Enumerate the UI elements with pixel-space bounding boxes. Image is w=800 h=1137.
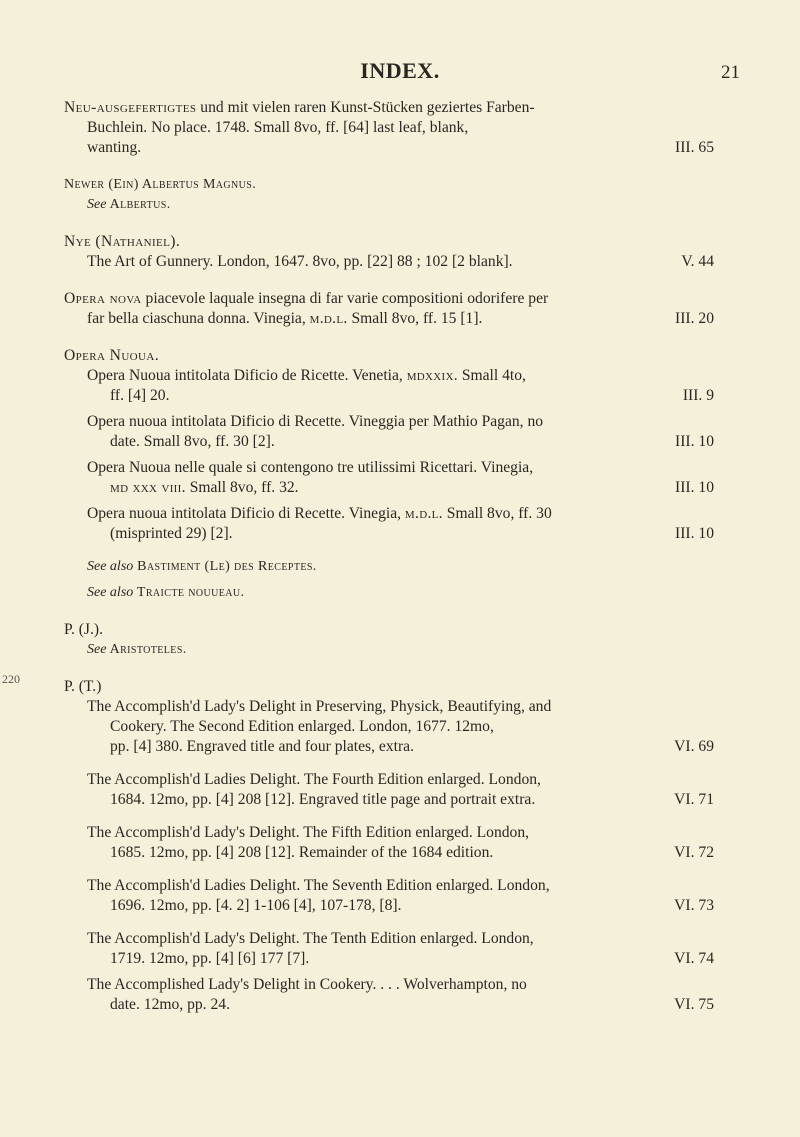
entry-heading: Newer (Ein) Albertus Magnus.	[64, 177, 257, 192]
entry-pj	[64, 620, 714, 660]
entry-heading: P. (J.).	[64, 621, 103, 638]
sub-entry: The Accomplish'd Lady's Delight in Preserving, Physick, Beautifying, and Cookery. The Second Edition enlarged. London, 1677. 12mo, pp. [4] 380. Engraved title and four plates, extra. VI. 69	[87, 698, 714, 755]
volume-reference: III. 10	[675, 525, 714, 542]
volume-reference: VI. 73	[674, 897, 714, 914]
cross-reference: See Albertus.	[87, 197, 171, 212]
entry-nye: Nye (Nathaniel). The Art of Gunnery. London, 1647. 8vo, pp. [22] 88 ; 102 [2 blank]. V. 44	[64, 233, 714, 270]
sub-entry: The Accomplish'd Ladies Delight. The Seventh Edition enlarged. London, 1696. 12mo, pp. [4. 2] 1-106 [4], 107-178, [8]. VI. 73	[87, 877, 714, 914]
volume-reference: III. 9	[682, 387, 714, 404]
cross-reference: See also Bastiment (Le) des Receptes.	[87, 559, 317, 574]
volume-reference: III. 65	[675, 139, 714, 156]
entry-pt	[64, 677, 714, 1015]
sub-entry: Opera nuoua intitolata Dificio di Recette. Vineggia per Mathio Pagan, no date. Small 8vo, ff. 30 [2]. III. 10	[87, 413, 714, 450]
sub-entry: The Accomplish'd Ladies Delight. The Fourth Edition enlarged. London, 1684. 12mo, pp. [4] 208 [12]. Engraved title page and portrait extra. VI. 71	[87, 771, 714, 808]
cross-reference: See Aristoteles.	[87, 642, 187, 657]
entry-heading: Opera nova	[64, 290, 142, 307]
sub-entry: The Accomplish'd Lady's Delight. The Fifth Edition enlarged. London, 1685. 12mo, pp. [4] 208 [12]. Remainder of the 1684 edition. VI. 72	[87, 824, 714, 861]
sub-entry: The Accomplish'd Lady's Delight. The Tenth Edition enlarged. London, 1719. 12mo, pp. [4] [6] 177 [7]. VI. 74	[87, 930, 714, 967]
sub-entry: Opera Nuoua intitolata Dificio de Ricette. Venetia, mdxxix. Small 4to, ff. [4] 20. III. 9	[87, 367, 714, 404]
volume-reference: VI. 75	[674, 996, 714, 1013]
volume-reference: III. 10	[675, 479, 714, 496]
volume-reference: VI. 71	[674, 791, 714, 808]
volume-reference: V. 44	[681, 253, 714, 270]
entry-heading: Opera Nuoua.	[64, 347, 160, 364]
page-number: 21	[721, 62, 740, 83]
entry-opera-nova: Opera nova piacevole laquale insegna di far varie compositioni odorifere per far bella ciaschuna donna. Vinegia, m.d.l. Small 8vo, ff. 15 [1]. III. 20	[64, 290, 714, 327]
sub-entry: The Accomplished Lady's Delight in Cookery. . . . Wolverhampton, no date. 12mo, pp. 24. VI. 75	[87, 976, 714, 1013]
page-title: INDEX.	[360, 58, 440, 83]
entry-opera-nuoua	[64, 346, 714, 603]
cross-reference: See also Traicte nouueau.	[87, 585, 245, 600]
entry-heading: Nye (Nathaniel).	[64, 233, 181, 250]
entry-heading: P. (T.)	[64, 678, 102, 695]
volume-reference: VI. 72	[674, 844, 714, 861]
volume-reference: III. 10	[675, 433, 714, 450]
volume-reference: III. 20	[675, 310, 714, 327]
volume-reference: VI. 74	[674, 950, 714, 967]
sub-entry: Opera Nuoua nelle quale si contengono tre utilissimi Ricettari. Vinegia, md xxx viii. Small 8vo, ff. 32. III. 10	[87, 459, 714, 496]
entry-neu: Neu-ausgefertigtes und mit vielen raren Kunst-Stücken geziertes Farben- Buchlein. No place. 1748. Small 8vo, ff. [64] last leaf, blank, wanting. III. 65	[64, 99, 714, 156]
index-entries	[64, 98, 714, 1015]
sub-entry: Opera nuoua intitolata Dificio di Recette. Vinegia, m.d.l. Small 8vo, ff. 30 (misprinted 29) [2]. III. 10	[87, 505, 714, 542]
entry-heading: Neu-ausgefertigtes	[64, 99, 197, 116]
margin-mark: 220	[2, 672, 20, 686]
volume-reference: VI. 69	[674, 738, 714, 755]
entry-newer	[64, 175, 714, 215]
